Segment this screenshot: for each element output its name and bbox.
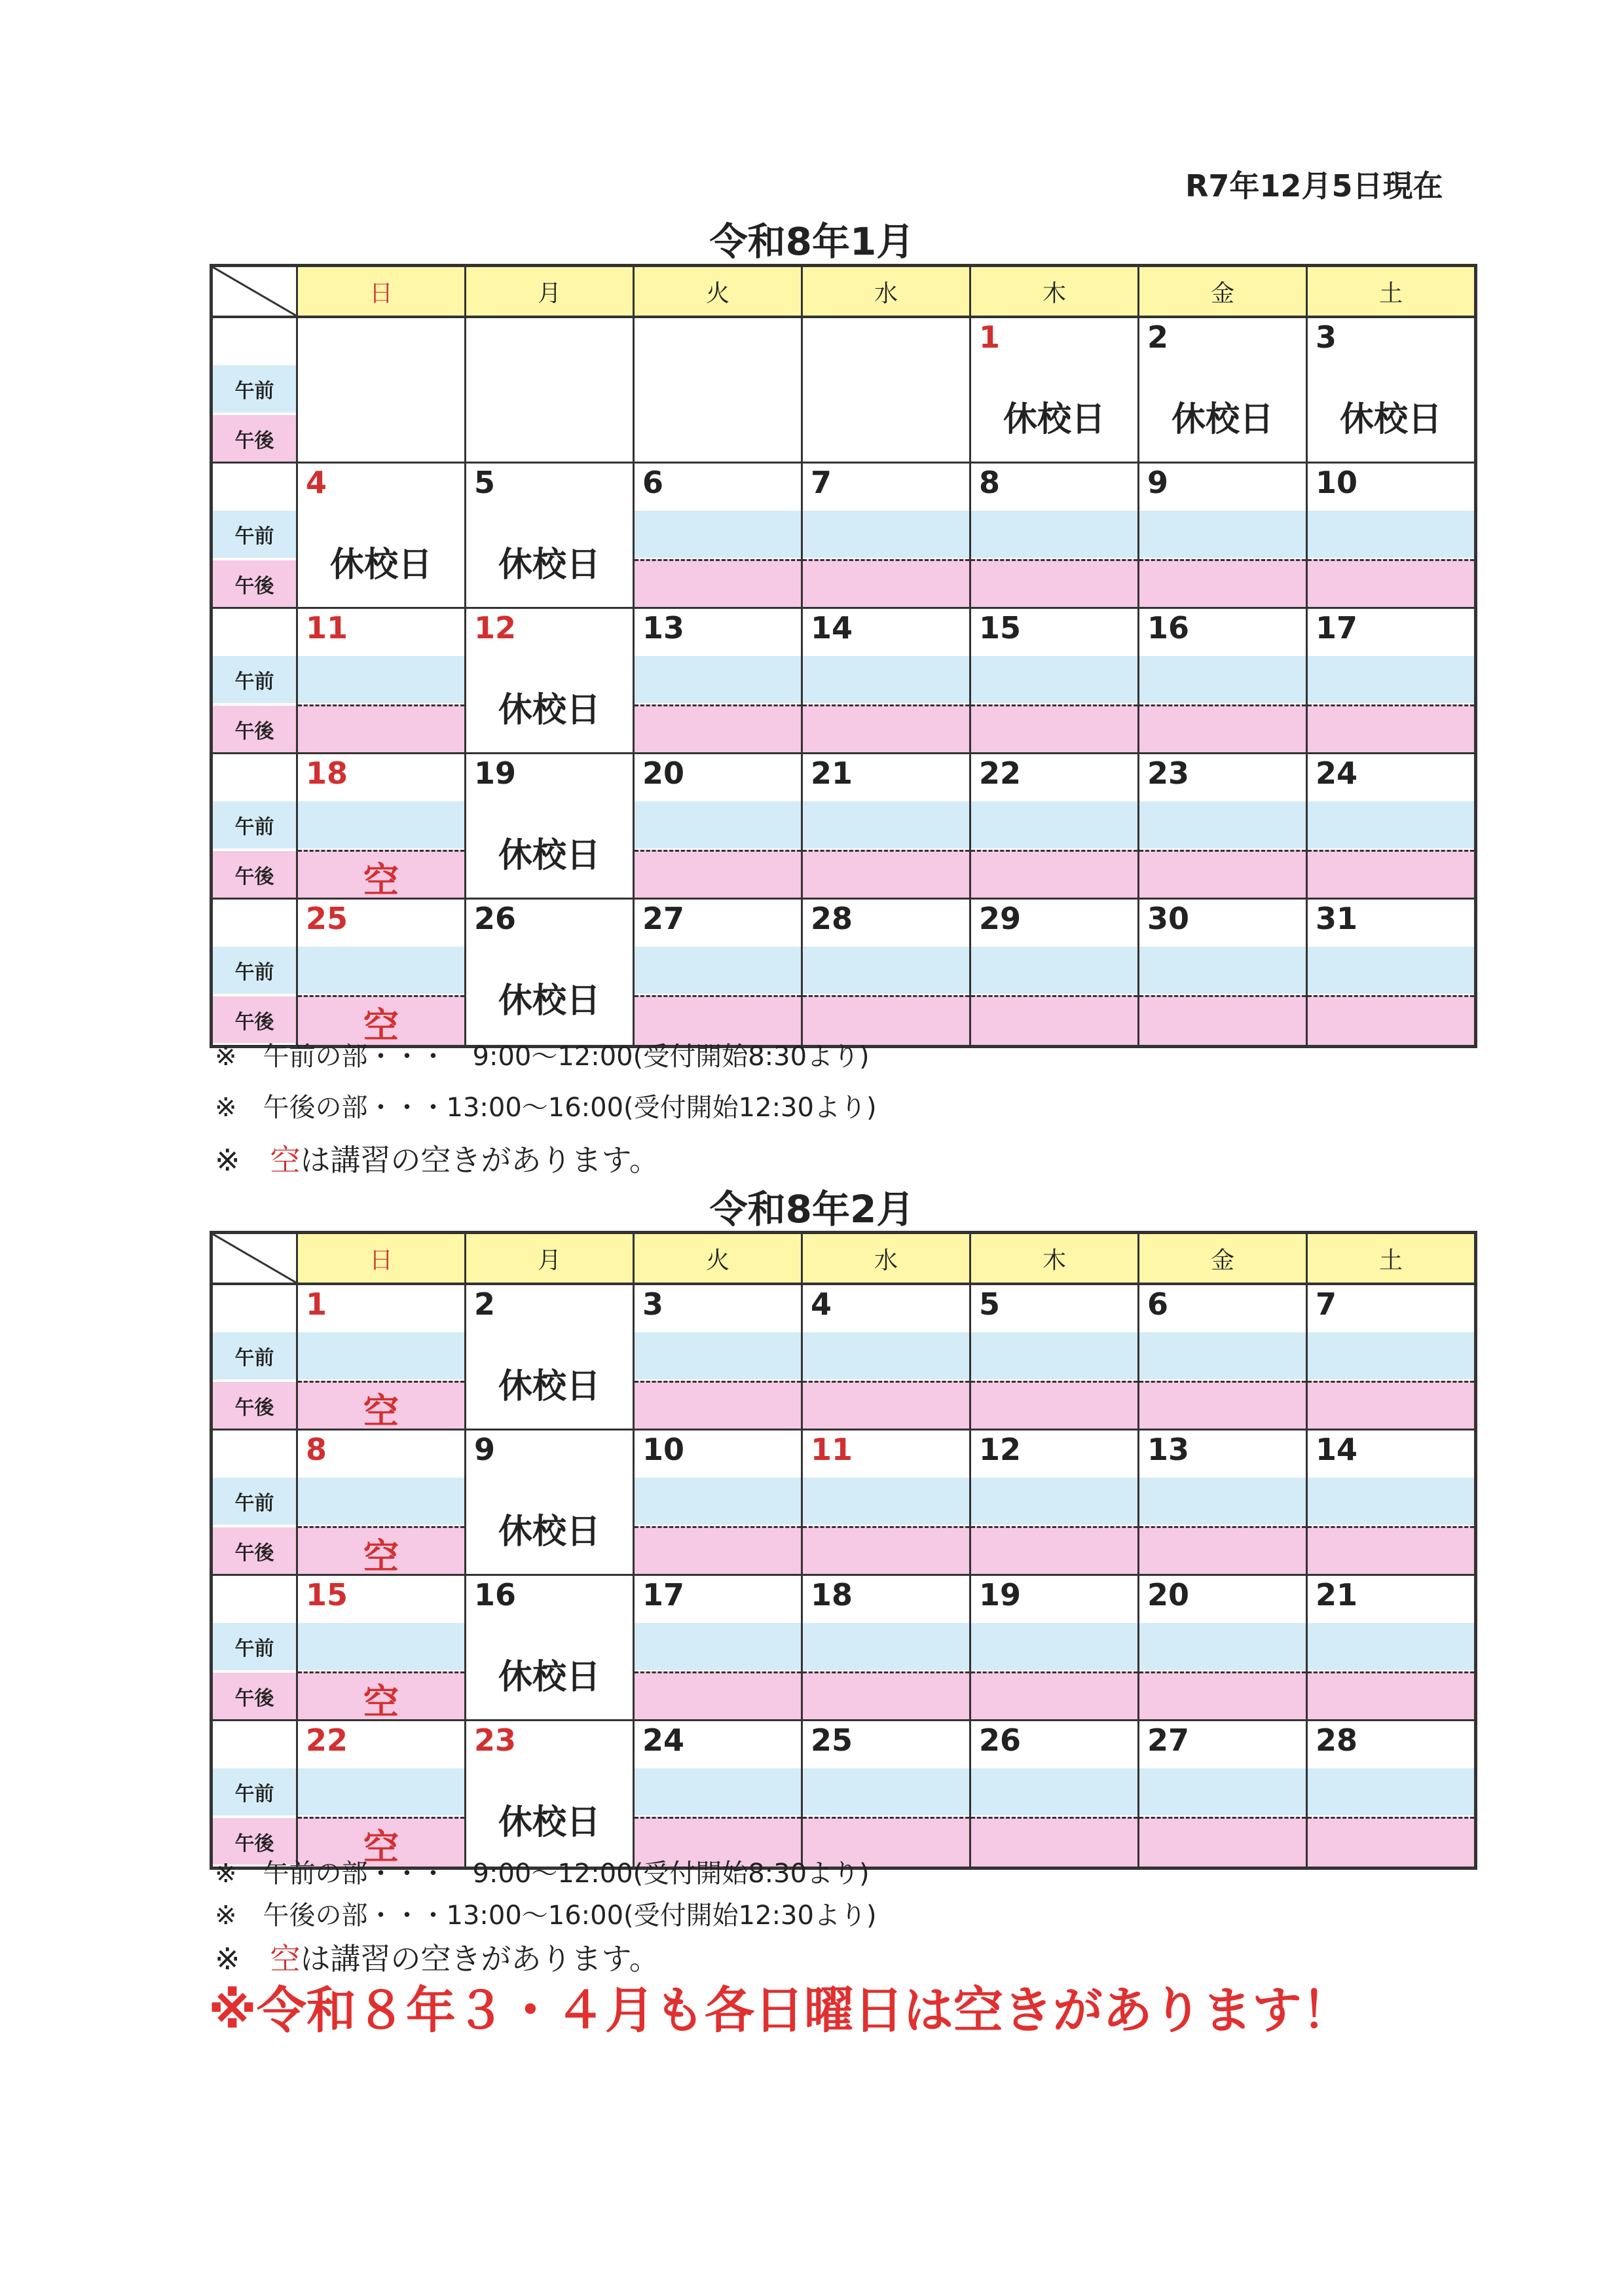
pm-slot [1308, 995, 1474, 1045]
pm-label: 午後 [213, 851, 296, 898]
diagonal-line [213, 1234, 296, 1283]
week-row [213, 1576, 1474, 1721]
pm-slot [635, 1671, 801, 1719]
day-number: 24 [642, 1722, 685, 1758]
am-slot [803, 1332, 969, 1379]
day-number: 19 [979, 1577, 1022, 1613]
day-cell [635, 609, 803, 752]
am-slot [635, 1768, 801, 1815]
day-cell [298, 900, 466, 1045]
day-cell [466, 318, 635, 462]
day-number: 15 [979, 610, 1022, 646]
day-cell [635, 1285, 803, 1429]
am-slot [1139, 1623, 1306, 1670]
day-cell [971, 318, 1139, 462]
day-number: 25 [811, 1722, 853, 1758]
day-cell [803, 1576, 971, 1719]
diagonal-line [213, 267, 296, 316]
day-number: 13 [642, 610, 685, 646]
am-slot [803, 1768, 969, 1815]
week-row [213, 754, 1474, 900]
period-label-cell [213, 900, 298, 1045]
day-number: 26 [474, 901, 517, 936]
day-number: 11 [811, 1432, 853, 1467]
pm-slot [1139, 1671, 1306, 1719]
day-cell [803, 464, 971, 607]
day-number: 23 [474, 1722, 517, 1758]
am-slot [1308, 1332, 1474, 1379]
day-cell [1308, 900, 1474, 1045]
pm-slot [635, 850, 801, 898]
pm-slot [971, 850, 1137, 898]
day-number: 13 [1147, 1432, 1190, 1467]
day-number: 22 [306, 1722, 348, 1758]
closed-day-label: 休校日 [498, 545, 600, 585]
week-row [213, 900, 1474, 1045]
day-number: 4 [306, 465, 327, 500]
day-cell [635, 1721, 803, 1867]
day-cell [298, 1430, 466, 1574]
period-label-cell [213, 318, 298, 462]
closed-day-label: 休校日 [498, 1512, 600, 1552]
am-label: 午前 [213, 1768, 296, 1815]
pm-slot [635, 704, 801, 752]
day-cell [1308, 1430, 1474, 1574]
availability-mark: 空 [363, 1536, 399, 1574]
pm-slot [971, 1817, 1137, 1867]
pm-slot [803, 850, 969, 898]
pm-slot [1308, 1671, 1474, 1719]
day-cell [635, 464, 803, 607]
am-slot [298, 801, 464, 848]
period-label-cell [213, 1430, 298, 1574]
day-number: 27 [642, 901, 685, 936]
am-slot [971, 1623, 1137, 1670]
note-prefix: ※ [215, 1142, 270, 1178]
week-row [213, 1285, 1474, 1430]
day-number: 11 [306, 610, 348, 646]
week-row [213, 1721, 1474, 1867]
am-slot [971, 947, 1137, 994]
pm-slot [1308, 704, 1474, 752]
pm-slot [635, 1381, 801, 1429]
closed-day-label: 休校日 [329, 545, 432, 585]
day-cell [971, 1430, 1139, 1574]
day-number: 10 [1316, 465, 1358, 500]
pm-slot [1139, 850, 1306, 898]
day-cell [1139, 318, 1308, 462]
weekday-label: 金 [1139, 1234, 1308, 1283]
day-cell [466, 609, 635, 752]
am-slot [971, 1332, 1137, 1379]
day-number: 10 [642, 1432, 685, 1467]
am-slot [1308, 511, 1474, 558]
closed-day-label: 休校日 [498, 1658, 600, 1697]
day-number: 21 [1316, 1577, 1358, 1613]
day-number: 20 [1147, 1577, 1190, 1613]
weekday-label: 金 [1139, 267, 1308, 316]
am-slot [635, 511, 801, 558]
closed-day-label: 休校日 [498, 691, 600, 730]
pm-slot [971, 1671, 1137, 1719]
am-slot [971, 1768, 1137, 1815]
am-slot [1139, 801, 1306, 848]
day-cell [298, 754, 466, 898]
day-number: 4 [811, 1286, 832, 1322]
day-number: 9 [474, 1432, 496, 1467]
pm-slot [803, 1526, 969, 1574]
pm-slot [971, 1381, 1137, 1429]
day-cell [466, 1430, 635, 1574]
am-label: 午前 [213, 656, 296, 703]
day-cell [1139, 1576, 1308, 1719]
pm-slot [803, 1671, 969, 1719]
day-number: 20 [642, 756, 685, 791]
period-label-cell [213, 1285, 298, 1429]
day-number: 16 [474, 1577, 517, 1613]
day-cell [1139, 464, 1308, 607]
day-cell [1139, 754, 1308, 898]
pm-label: 午後 [213, 415, 296, 462]
am-slot [298, 1623, 464, 1670]
calendar-january [210, 264, 1477, 1048]
closed-day-label: 休校日 [498, 1803, 600, 1842]
weekday-label: 土 [1308, 267, 1474, 316]
day-number: 18 [306, 756, 348, 791]
pm-slot [1308, 850, 1474, 898]
day-cell [635, 1430, 803, 1574]
pm-slot [1308, 1526, 1474, 1574]
weekday-label: 水 [803, 1234, 971, 1283]
day-number: 14 [811, 610, 853, 646]
day-cell [298, 318, 466, 462]
am-slot [298, 1768, 464, 1815]
day-number: 8 [979, 465, 1001, 500]
am-slot [803, 511, 969, 558]
weekday-label: 火 [635, 1234, 803, 1283]
weekday-label: 土 [1308, 1234, 1474, 1283]
day-cell [1139, 1285, 1308, 1429]
period-label-cell [213, 1721, 298, 1867]
weekday-header [213, 1234, 1474, 1285]
am-slot [635, 1332, 801, 1379]
am-slot [971, 511, 1137, 558]
am-slot [1308, 1623, 1474, 1670]
day-cell [1139, 900, 1308, 1045]
am-slot [971, 801, 1137, 848]
day-number: 15 [306, 1577, 348, 1613]
am-slot [635, 656, 801, 703]
closed-day-label: 休校日 [1003, 400, 1105, 439]
note-am-hours: ※ 午前の部・・・ 9:00～12:00(受付開始8:30より) [215, 1042, 870, 1072]
am-slot [635, 1478, 801, 1525]
am-slot [1139, 1768, 1306, 1815]
pm-slot [635, 559, 801, 607]
weekday-label: 月 [466, 1234, 635, 1283]
am-slot [1308, 656, 1474, 703]
am-label: 午前 [213, 947, 296, 994]
am-slot [1308, 1768, 1474, 1815]
availability-mark: 空 [363, 1391, 399, 1429]
day-number: 26 [979, 1722, 1022, 1758]
day-cell [1308, 754, 1474, 898]
day-cell [803, 1721, 971, 1867]
note-pm-hours: ※ 午後の部・・・13:00～16:00(受付開始12:30より) [215, 1093, 877, 1123]
pm-slot [1139, 704, 1306, 752]
day-number: 1 [306, 1286, 327, 1322]
day-cell [298, 1285, 466, 1429]
day-number: 12 [979, 1432, 1022, 1467]
day-cell [971, 1576, 1139, 1719]
day-cell [803, 1285, 971, 1429]
note-prefix: ※ [215, 1941, 270, 1977]
day-cell [635, 900, 803, 1045]
day-number: 29 [979, 901, 1022, 936]
am-slot [298, 656, 464, 703]
am-label: 午前 [213, 1623, 296, 1670]
note-text: は講習の空きがあります。 [300, 1142, 659, 1178]
note-availability [215, 1137, 659, 1180]
day-cell [466, 1721, 635, 1867]
pm-slot [971, 704, 1137, 752]
pm-label: 午後 [213, 706, 296, 752]
week-row [213, 464, 1474, 609]
day-cell [1139, 1430, 1308, 1574]
day-number: 18 [811, 1577, 853, 1613]
day-cell [635, 754, 803, 898]
am-slot [803, 1623, 969, 1670]
closed-day-label: 休校日 [1171, 400, 1274, 439]
am-slot [971, 1478, 1137, 1525]
closed-day-label: 休校日 [1339, 400, 1442, 439]
day-cell [298, 609, 466, 752]
pm-slot [971, 1526, 1137, 1574]
day-cell [1308, 1721, 1474, 1867]
pm-slot [803, 559, 969, 607]
availability-mark: 空 [363, 860, 399, 898]
weekday-label: 日 [298, 267, 466, 316]
am-slot [1139, 511, 1306, 558]
day-number: 24 [1316, 756, 1358, 791]
pm-slot [1139, 995, 1306, 1045]
day-number: 16 [1147, 610, 1190, 646]
am-slot [803, 656, 969, 703]
day-number: 31 [1316, 901, 1358, 936]
day-number: 28 [1316, 1722, 1358, 1758]
day-number: 9 [1147, 465, 1169, 500]
day-cell [466, 1285, 635, 1429]
pm-label: 午後 [213, 1382, 296, 1429]
calendar-february [210, 1231, 1477, 1870]
am-label: 午前 [213, 1478, 296, 1525]
day-number: 22 [979, 756, 1022, 791]
day-number: 2 [1147, 319, 1169, 355]
pm-slot [803, 704, 969, 752]
day-number: 3 [1316, 319, 1337, 355]
weekday-label: 日 [298, 1234, 466, 1283]
corner-cell [213, 267, 298, 316]
day-cell [803, 754, 971, 898]
pm-slot [1139, 1381, 1306, 1429]
am-slot [298, 947, 464, 994]
am-slot [1308, 1478, 1474, 1525]
pm-slot [298, 704, 464, 752]
day-cell [635, 1576, 803, 1719]
day-cell [971, 1285, 1139, 1429]
period-label-cell [213, 609, 298, 752]
pm-label: 午後 [213, 1673, 296, 1719]
pm-label: 午後 [213, 996, 296, 1043]
day-number: 23 [1147, 756, 1190, 791]
weekday-label: 火 [635, 267, 803, 316]
note-text: は講習の空きがあります。 [300, 1941, 659, 1977]
availability-mark: 空 [363, 1827, 399, 1867]
pm-slot [971, 995, 1137, 1045]
closed-day-label: 休校日 [498, 836, 600, 875]
closed-day-label: 休校日 [498, 981, 600, 1021]
day-number: 7 [1316, 1286, 1337, 1322]
day-cell [1308, 464, 1474, 607]
day-number: 17 [1316, 610, 1358, 646]
day-cell [1308, 1576, 1474, 1719]
note-pm-hours: ※ 午後の部・・・13:00～16:00(受付開始12:30より) [215, 1901, 877, 1931]
day-cell [298, 1576, 466, 1719]
am-label: 午前 [213, 511, 296, 558]
period-label-cell [213, 464, 298, 607]
am-label: 午前 [213, 1332, 296, 1379]
am-slot [1308, 801, 1474, 848]
pm-slot [1139, 1526, 1306, 1574]
am-slot [298, 1478, 464, 1525]
am-slot [1308, 947, 1474, 994]
day-cell [971, 464, 1139, 607]
am-label: 午前 [213, 801, 296, 848]
day-cell [971, 609, 1139, 752]
pm-label: 午後 [213, 560, 296, 607]
availability-mark: 空 [270, 1142, 301, 1178]
day-cell [298, 464, 466, 607]
pm-slot [1139, 1817, 1306, 1867]
day-cell [971, 1721, 1139, 1867]
am-slot [1139, 1332, 1306, 1379]
day-number: 1 [979, 319, 1001, 355]
weekday-label: 木 [971, 1234, 1139, 1283]
availability-mark: 空 [270, 1941, 301, 1977]
day-cell [466, 464, 635, 607]
am-slot [803, 801, 969, 848]
day-cell [1308, 609, 1474, 752]
am-slot [1139, 656, 1306, 703]
pm-slot [803, 1381, 969, 1429]
day-number: 12 [474, 610, 517, 646]
pm-slot [1308, 1817, 1474, 1867]
day-cell [466, 754, 635, 898]
day-cell [1139, 1721, 1308, 1867]
day-cell [466, 1576, 635, 1719]
day-number: 7 [811, 465, 832, 500]
as-of-date: R7年12月5日現在 [1185, 168, 1443, 204]
pm-slot [1139, 559, 1306, 607]
corner-cell [213, 1234, 298, 1283]
day-cell [1139, 609, 1308, 752]
period-label-cell [213, 754, 298, 898]
am-slot [971, 656, 1137, 703]
availability-mark: 空 [363, 1681, 399, 1719]
week-row [213, 609, 1474, 754]
weekday-header [213, 267, 1474, 318]
day-number: 27 [1147, 1722, 1190, 1758]
day-cell [803, 318, 971, 462]
week-row [213, 1430, 1474, 1576]
availability-mark: 空 [363, 1005, 399, 1045]
day-cell [803, 1430, 971, 1574]
pm-slot [1308, 559, 1474, 607]
weekday-label: 木 [971, 267, 1139, 316]
day-cell [466, 900, 635, 1045]
day-cell [1308, 1285, 1474, 1429]
am-slot [803, 1478, 969, 1525]
week-row [213, 318, 1474, 464]
day-number: 21 [811, 756, 853, 791]
note-am-hours: ※ 午前の部・・・ 9:00～12:00(受付開始8:30より) [215, 1859, 870, 1889]
pm-slot [635, 1526, 801, 1574]
day-number: 6 [642, 465, 664, 500]
day-cell [803, 609, 971, 752]
am-slot [803, 947, 969, 994]
calendar-title-january: 令和8年1月 [709, 219, 915, 264]
day-cell [1308, 318, 1474, 462]
am-slot [298, 1332, 464, 1379]
am-slot [635, 801, 801, 848]
period-label-cell [213, 1576, 298, 1719]
am-slot [1139, 947, 1306, 994]
day-number: 3 [642, 1286, 664, 1322]
day-number: 14 [1316, 1432, 1358, 1467]
day-number: 2 [474, 1286, 496, 1322]
am-slot [1139, 1478, 1306, 1525]
pm-slot [1308, 1381, 1474, 1429]
day-number: 19 [474, 756, 517, 791]
calendar-title-february: 令和8年2月 [709, 1187, 915, 1231]
day-number: 30 [1147, 901, 1190, 936]
weekday-label: 水 [803, 267, 971, 316]
am-label: 午前 [213, 365, 296, 412]
day-cell [971, 900, 1139, 1045]
day-number: 28 [811, 901, 853, 936]
day-cell [971, 754, 1139, 898]
day-cell [635, 318, 803, 462]
weekday-label: 月 [466, 267, 635, 316]
pm-slot [971, 559, 1137, 607]
pm-label: 午後 [213, 1527, 296, 1574]
am-slot [635, 947, 801, 994]
closed-day-label: 休校日 [498, 1367, 600, 1406]
day-number: 8 [306, 1432, 327, 1467]
day-number: 5 [474, 465, 496, 500]
day-number: 5 [979, 1286, 1001, 1322]
day-number: 6 [1147, 1286, 1169, 1322]
day-number: 17 [642, 1577, 685, 1613]
am-slot [635, 1623, 801, 1670]
day-number: 25 [306, 901, 348, 936]
march-april-notice: ※令和８年３・４月も各日曜日は空きがあります！ [208, 1981, 1352, 2039]
day-cell [298, 1721, 466, 1867]
pm-label: 午後 [213, 1818, 296, 1865]
day-cell [803, 900, 971, 1045]
